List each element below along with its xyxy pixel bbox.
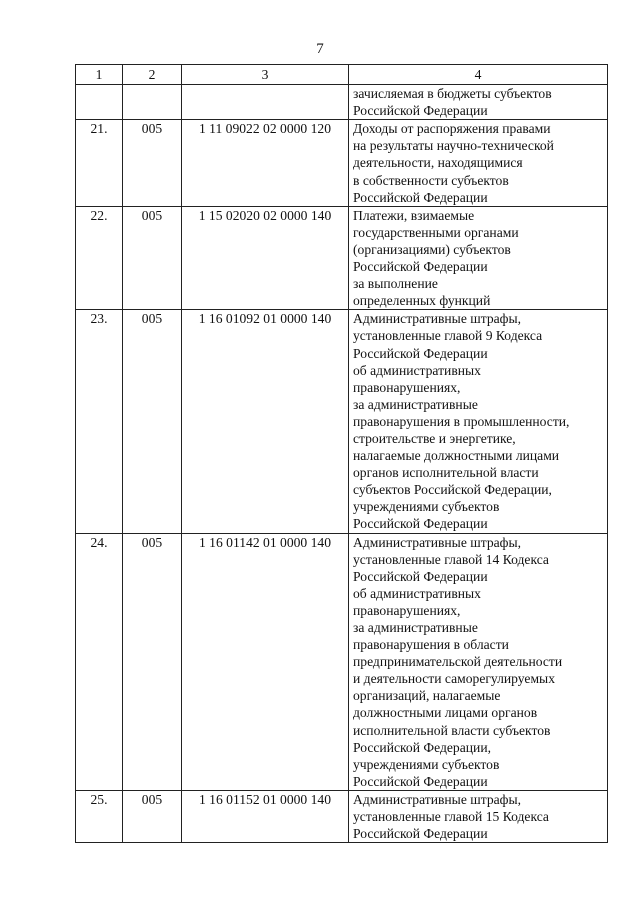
revenue-name-line: Российской Федерации bbox=[353, 826, 488, 842]
column-header-admin-code: 2 bbox=[123, 65, 182, 85]
table-header-row bbox=[76, 65, 608, 85]
revenue-name-line: Российской Федерации, bbox=[353, 739, 491, 755]
revenue-name-line: Российской Федерации bbox=[353, 516, 488, 532]
row-number-cell bbox=[76, 85, 123, 120]
admin-code-cell: 005 bbox=[123, 120, 182, 206]
revenue-name-line: об административных bbox=[353, 585, 481, 601]
table-row bbox=[76, 790, 608, 842]
revenue-name-line: правонарушениях, bbox=[353, 602, 461, 618]
revenue-name-line: деятельности, находящимися bbox=[353, 155, 523, 171]
budget-code-cell: 1 16 01092 01 0000 140 bbox=[182, 310, 349, 533]
revenue-name-cell bbox=[349, 206, 608, 310]
revenue-name-cell bbox=[349, 85, 608, 120]
table-row bbox=[76, 206, 608, 310]
revenue-name-line: установленные главой 14 Кодекса bbox=[353, 551, 549, 567]
row-number-cell: 21. bbox=[76, 120, 123, 206]
revenue-name-line: строительстве и энергетике, bbox=[353, 430, 516, 446]
revenue-name-line: в собственности субъектов bbox=[353, 172, 509, 188]
page-number: 7 bbox=[316, 41, 324, 57]
revenue-name-line: Российской Федерации bbox=[353, 103, 488, 119]
revenue-codes-table bbox=[75, 64, 608, 843]
column-header-number: 1 bbox=[76, 65, 123, 85]
table-row bbox=[76, 120, 608, 206]
revenue-name-line: определенных функций bbox=[353, 293, 491, 309]
revenue-name-line: Российской Федерации bbox=[353, 345, 488, 361]
revenue-name-line: органов исполнительной власти bbox=[353, 465, 539, 481]
budget-code-cell bbox=[182, 85, 349, 120]
row-number-cell: 25. bbox=[76, 790, 123, 842]
column-header-budget-code: 3 bbox=[182, 65, 349, 85]
row-number-cell: 22. bbox=[76, 206, 123, 310]
revenue-name-cell bbox=[349, 310, 608, 533]
revenue-name-cell bbox=[349, 533, 608, 790]
revenue-name-line: Российской Федерации bbox=[353, 189, 488, 205]
revenue-name-line: установленные главой 9 Кодекса bbox=[353, 328, 543, 344]
revenue-name-line: на результаты научно-технической bbox=[353, 138, 554, 154]
revenue-name-line: за выполнение bbox=[353, 276, 438, 292]
revenue-name-line: правонарушения в промышленности, bbox=[353, 413, 570, 429]
revenue-name-line: субъектов Российской Федерации, bbox=[353, 482, 552, 498]
revenue-name-line: государственными органами bbox=[353, 224, 519, 240]
admin-code-cell: 005 bbox=[123, 533, 182, 790]
revenue-name-line: исполнительной власти субъектов bbox=[353, 722, 551, 738]
admin-code-cell: 005 bbox=[123, 310, 182, 533]
revenue-name-line: и деятельности саморегулируемых bbox=[353, 671, 555, 687]
revenue-name-line: Административные штрафы, bbox=[353, 534, 521, 550]
admin-code-cell: 005 bbox=[123, 790, 182, 842]
revenue-name-line: зачисляемая в бюджеты субъектов bbox=[353, 86, 552, 102]
revenue-name-line: Платежи, взимаемые bbox=[353, 207, 475, 223]
revenue-name-line: учреждениями субъектов bbox=[353, 756, 500, 772]
budget-code-cell: 1 11 09022 02 0000 120 bbox=[182, 120, 349, 206]
budget-code-cell: 1 16 01152 01 0000 140 bbox=[182, 790, 349, 842]
revenue-name-line: правонарушения в области bbox=[353, 637, 509, 653]
revenue-name-line: Административные штрафы, bbox=[353, 791, 521, 807]
row-number-cell: 24. bbox=[76, 533, 123, 790]
table-row bbox=[76, 85, 608, 120]
revenue-name-cell bbox=[349, 120, 608, 206]
revenue-name-line: учреждениями субъектов bbox=[353, 499, 500, 515]
table-body bbox=[76, 85, 608, 843]
revenue-name-line: Административные штрафы, bbox=[353, 311, 521, 327]
revenue-name-cell bbox=[349, 790, 608, 842]
admin-code-cell bbox=[123, 85, 182, 120]
revenue-name-line: об административных bbox=[353, 362, 481, 378]
revenue-name-line: Российской Федерации bbox=[353, 259, 488, 275]
revenue-name-line: Российской Федерации bbox=[353, 773, 488, 789]
revenue-name-line: предпринимательской деятельности bbox=[353, 654, 563, 670]
column-header-name: 4 bbox=[349, 65, 608, 85]
revenue-name-line: за административные bbox=[353, 396, 478, 412]
revenue-name-line: (организациями) субъектов bbox=[353, 241, 511, 257]
revenue-name-line: должностными лицами органов bbox=[353, 705, 538, 721]
revenue-name-line: Доходы от распоряжения правами bbox=[353, 121, 551, 137]
budget-code-cell: 1 16 01142 01 0000 140 bbox=[182, 533, 349, 790]
budget-code-cell: 1 15 02020 02 0000 140 bbox=[182, 206, 349, 310]
table-row bbox=[76, 310, 608, 533]
table-row bbox=[76, 533, 608, 790]
revenue-name-line: за административные bbox=[353, 620, 478, 635]
revenue-name-line: организаций, налагаемые bbox=[353, 688, 501, 704]
revenue-name-line: Российской Федерации bbox=[353, 568, 488, 584]
admin-code-cell: 005 bbox=[123, 206, 182, 310]
revenue-name-line: налагаемые должностными лицами bbox=[353, 448, 560, 464]
revenue-name-line: установленные главой 15 Кодекса bbox=[353, 809, 549, 825]
revenue-name-line: правонарушениях, bbox=[353, 379, 461, 395]
row-number-cell: 23. bbox=[76, 310, 123, 533]
